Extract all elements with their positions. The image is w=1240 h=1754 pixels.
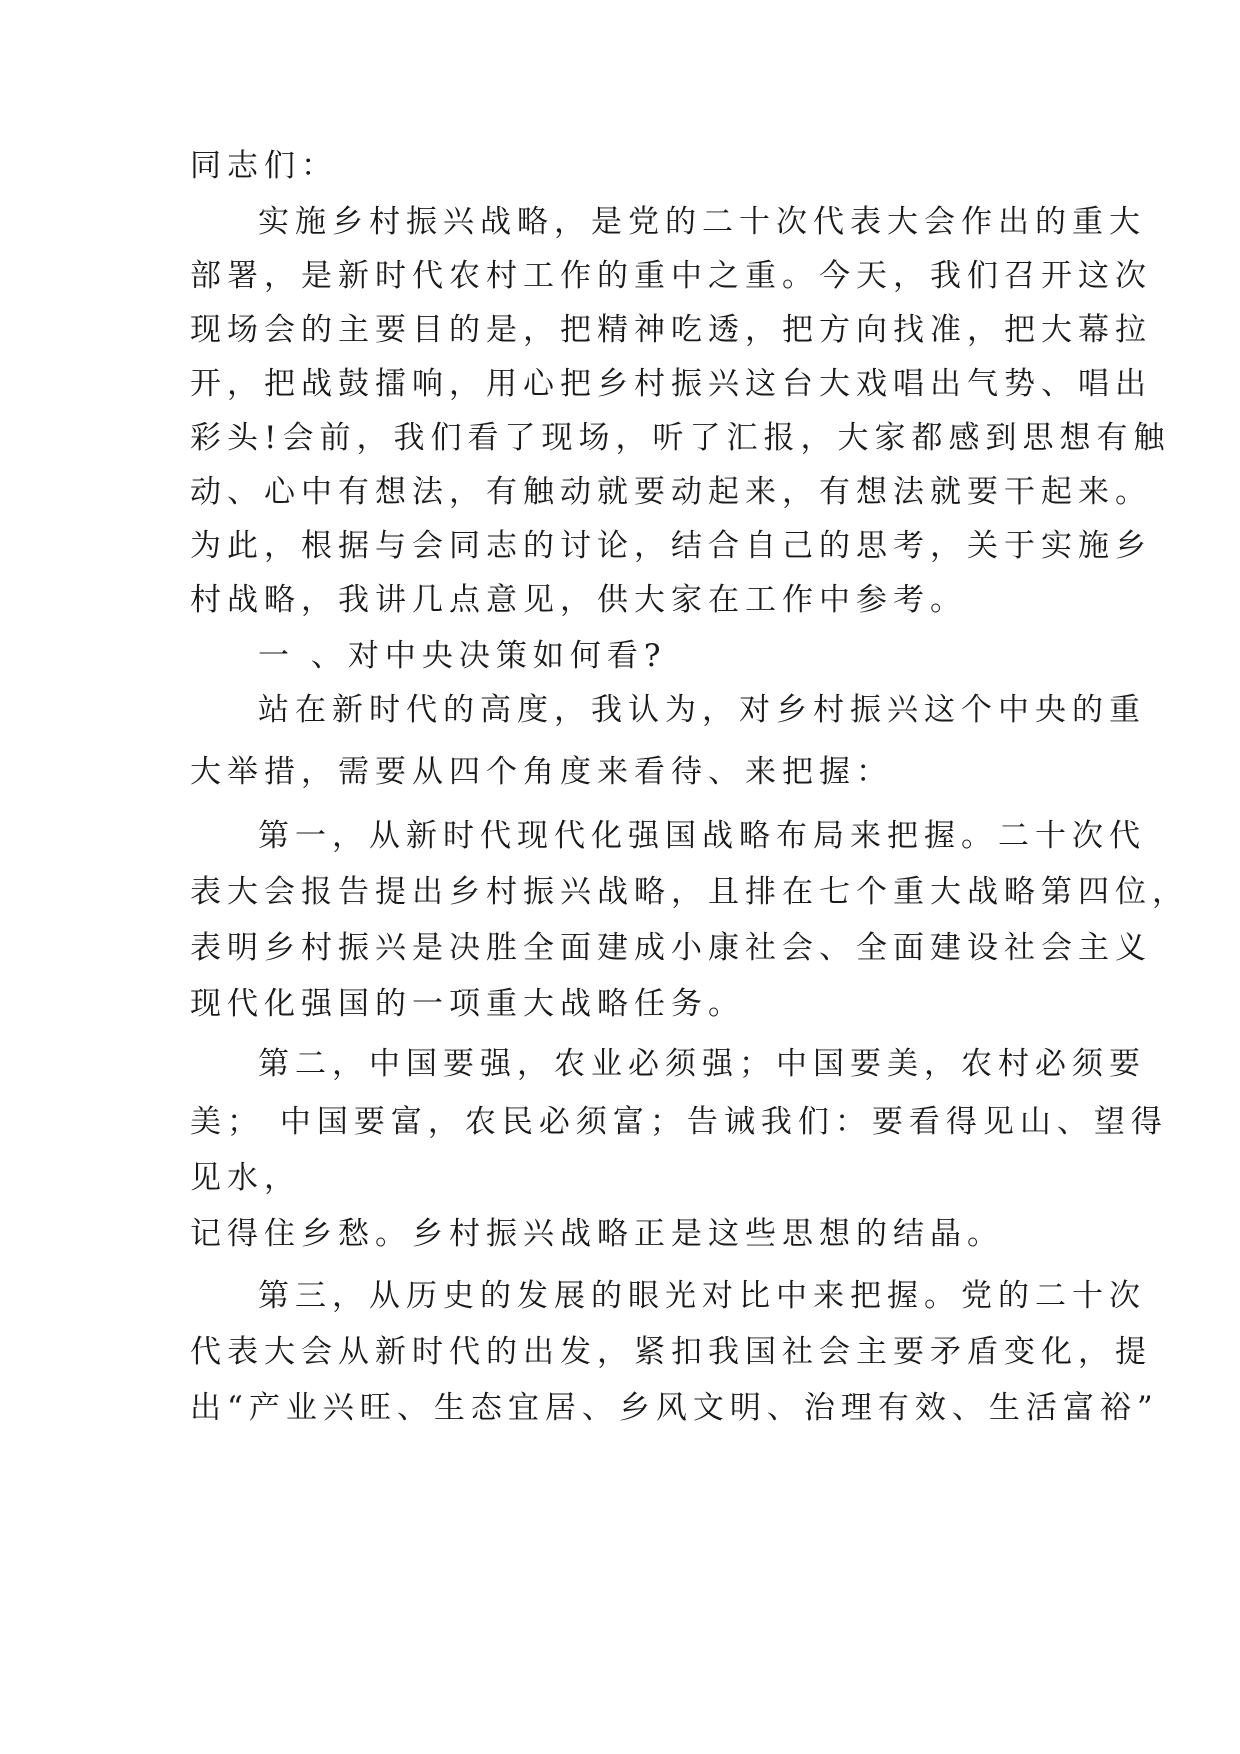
paragraph-3-line-4: 现代化强国的一项重大战略任务。 (190, 986, 745, 1022)
greeting: 同志们： (190, 148, 338, 184)
section-heading-1: 一 、对中央决策如何看? (258, 638, 667, 674)
paragraph-1-line-4: 开，把战鼓擂响，用心把乡村振兴这台大戏唱出气势、唱出 (190, 366, 1152, 402)
paragraph-1-line-1: 实施乡村振兴战略，是党的二十次代表大会作出的重大 (258, 204, 1146, 240)
paragraph-5-line-2: 代表大会从新时代的出发，紧扣我国社会主要矛盾变化，提 (190, 1334, 1152, 1370)
paragraph-3-line-1: 第一，从新时代现代化强国战略布局来把握。二十次代 (258, 818, 1146, 854)
paragraph-1-line-5: 彩头!会前，我们看了现场，听了汇报，大家都感到思想有触 (190, 420, 1171, 456)
paragraph-3-line-3: 表明乡村振兴是决胜全面建成小康社会、全面建设社会主义 (190, 930, 1152, 966)
paragraph-1-line-3: 现场会的主要目的是，把精神吃透，把方向找准，把大幕拉 (190, 312, 1152, 348)
paragraph-4-line-3: 见水， (190, 1160, 301, 1196)
paragraph-5-line-3: 出“产业兴旺、生态宜居、乡风文明、治理有效、生活富裕” (190, 1390, 1159, 1426)
paragraph-4-line-2: 美； 中国要富，农民必须富；告诫我们：要看得见山、望得 (190, 1104, 1168, 1140)
paragraph-1-line-7: 为此，根据与会同志的讨论，结合自己的思考，关于实施乡 (190, 528, 1152, 564)
paragraph-1-line-8: 村战略，我讲几点意见，供大家在工作中参考。 (190, 582, 967, 618)
paragraph-4-line-4: 记得住乡愁。乡村振兴战略正是这些思想的结晶。 (190, 1216, 1004, 1252)
paragraph-2-line-1: 站在新时代的高度，我认为，对乡村振兴这个中央的重 (258, 692, 1146, 728)
paragraph-3-line-2: 表大会报告提出乡村振兴战略，且排在七个重大战略第四位， (190, 874, 1189, 910)
paragraph-4-line-1: 第二，中国要强，农业必须强；中国要美，农村必须要 (258, 1046, 1146, 1082)
paragraph-1-line-6: 动、心中有想法，有触动就要动起来，有想法就要干起来。 (190, 474, 1152, 510)
paragraph-5-line-1: 第三，从历史的发展的眼光对比中来把握。党的二十次 (258, 1278, 1146, 1314)
paragraph-1-line-2: 部署，是新时代农村工作的重中之重。今天，我们召开这次 (190, 258, 1152, 294)
paragraph-2-line-2: 大举措，需要从四个角度来看待、来把握： (190, 754, 893, 790)
